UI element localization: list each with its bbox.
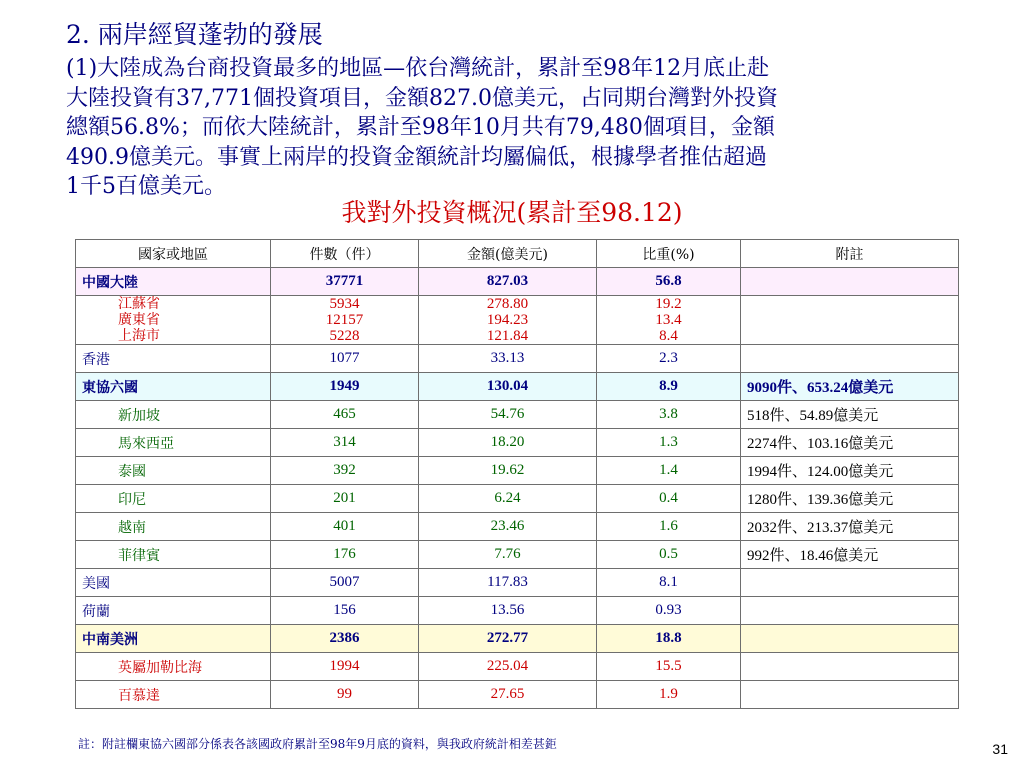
cell-amount: 7.76 [419,541,597,569]
cell-share: 1.6 [597,513,741,541]
cell-count: 392 [271,457,419,485]
cell-region: 馬來西亞 [76,429,271,457]
cell-amount: 117.83 [419,569,597,597]
cell-note [741,597,959,625]
cell-region: 百慕達 [76,681,271,709]
cell-count: 5007 [271,569,419,597]
cell-note [741,625,959,653]
cell-count: 314 [271,429,419,457]
paragraph-line: 1千5百億美元。 [66,174,226,199]
cell-note: 2274件、103.16億美元 [741,429,959,457]
cell-region: 荷蘭 [76,597,271,625]
cell-share: 0.93 [597,597,741,625]
cell-note: 518件、54.89億美元 [741,401,959,429]
cell-note [741,345,959,373]
province-name: 江蘇省 [118,296,160,312]
cell-note: 1280件、139.36億美元 [741,485,959,513]
province-name: 廣東省 [118,312,160,328]
table-row [76,681,959,709]
cell-amount: 130.04 [419,373,597,401]
province-amount: 278.80 [486,296,529,312]
cell-share: 15.5 [597,653,741,681]
cell-amount: 33.13 [419,345,597,373]
header-share: 比重(%) [597,240,741,268]
table-row [76,569,959,597]
paragraph-line: (1)大陸成為台商投資最多的地區—依台灣統計，累計至98年12月底止赴 [66,56,770,81]
cell-region: 越南 [76,513,271,541]
cell-count: 401 [271,513,419,541]
table-row [76,373,959,401]
table-row [76,541,959,569]
cell-amount: 18.20 [419,429,597,457]
paragraph-line: 大陸投資有37,771個投資項目，金額827.0億美元，占同期台灣對外投資 [66,85,778,111]
cell-share: 3.8 [597,401,741,429]
cell-share: 1.9 [597,681,741,709]
investment-table [75,239,959,709]
cell-region [76,296,271,345]
cell-amount: 27.65 [419,681,597,709]
cell-amount: 13.56 [419,597,597,625]
cell-amount: 6.24 [419,485,597,513]
cell-share: 56.8 [597,268,741,296]
table-title: 我對外投資概況(累計至98.12) [341,198,683,227]
table-row [76,429,959,457]
province-amount: 194.23 [486,312,529,328]
table-row [76,268,959,296]
table-row [76,597,959,625]
cell-region: 英屬加勒比海 [76,653,271,681]
cell-amount: 827.03 [419,268,597,296]
header-note: 附註 [741,240,959,268]
cell-count: 99 [271,681,419,709]
cell-share: 0.5 [597,541,741,569]
cell-amount: 54.76 [419,401,597,429]
cell-amount: 225.04 [419,653,597,681]
cell-note [741,569,959,597]
cell-count: 2386 [271,625,419,653]
table-row [76,296,959,345]
header-region: 國家或地區 [76,240,271,268]
cell-count [271,296,419,345]
province-count: 12157 [325,312,364,328]
cell-share: 0.4 [597,485,741,513]
province-amount: 121.84 [486,328,529,344]
cell-share: 2.3 [597,345,741,373]
cell-region: 東協六國 [76,373,271,401]
cell-count: 201 [271,485,419,513]
cell-note: 2032件、213.37億美元 [741,513,959,541]
cell-share: 18.8 [597,625,741,653]
cell-count: 176 [271,541,419,569]
section-heading: 2. 兩岸經貿蓬勃的發展 [66,20,323,49]
paragraph-line: 490.9億美元。事實上兩岸的投資金額統計均屬偏低，根據學者推估超過 [66,144,767,170]
cell-region: 印尼 [76,485,271,513]
province-name: 上海市 [118,328,160,344]
cell-region: 美國 [76,569,271,597]
cell-share: 8.1 [597,569,741,597]
cell-amount [419,296,597,345]
cell-note [741,268,959,296]
cell-share: 1.4 [597,457,741,485]
cell-amount: 19.62 [419,457,597,485]
cell-count: 1994 [271,653,419,681]
cell-share [597,296,741,345]
cell-count: 465 [271,401,419,429]
province-share: 13.4 [655,312,682,328]
cell-count: 156 [271,597,419,625]
table-row [76,401,959,429]
cell-region: 中國大陸 [76,268,271,296]
cell-share: 1.3 [597,429,741,457]
province-count: 5228 [329,328,360,344]
table-row [76,653,959,681]
header-count: 件數（件） [271,240,419,268]
cell-share: 8.9 [597,373,741,401]
cell-note: 992件、18.46億美元 [741,541,959,569]
cell-note [741,296,959,345]
cell-region: 菲律賓 [76,541,271,569]
table-row [76,345,959,373]
province-count: 5934 [329,296,360,312]
cell-note: 1994件、124.00億美元 [741,457,959,485]
header-amount: 金額(億美元) [419,240,597,268]
intro-paragraph [66,54,971,202]
table-row [76,457,959,485]
cell-region: 新加坡 [76,401,271,429]
cell-note [741,681,959,709]
cell-note [741,653,959,681]
cell-region: 中南美洲 [76,625,271,653]
cell-region: 泰國 [76,457,271,485]
table-row [76,513,959,541]
paragraph-line: 總額56.8%；而依大陸統計，累計至98年10月共有79,480個項目，金額 [66,115,775,140]
cell-count: 37771 [271,268,419,296]
province-share: 19.2 [655,296,682,312]
cell-region: 香港 [76,345,271,373]
table-row [76,625,959,653]
province-share: 8.4 [659,328,678,344]
table-row [76,485,959,513]
table-header-row [76,240,959,268]
cell-note: 9090件、653.24億美元 [741,373,959,401]
page-number: 31 [992,741,1008,757]
footnote: 註：附註欄東協六國部分係表各該國政府累計至98年9月底的資料，與我政府統計相差甚鉅 [78,737,557,751]
cell-amount: 23.46 [419,513,597,541]
cell-count: 1077 [271,345,419,373]
cell-amount: 272.77 [419,625,597,653]
cell-count: 1949 [271,373,419,401]
